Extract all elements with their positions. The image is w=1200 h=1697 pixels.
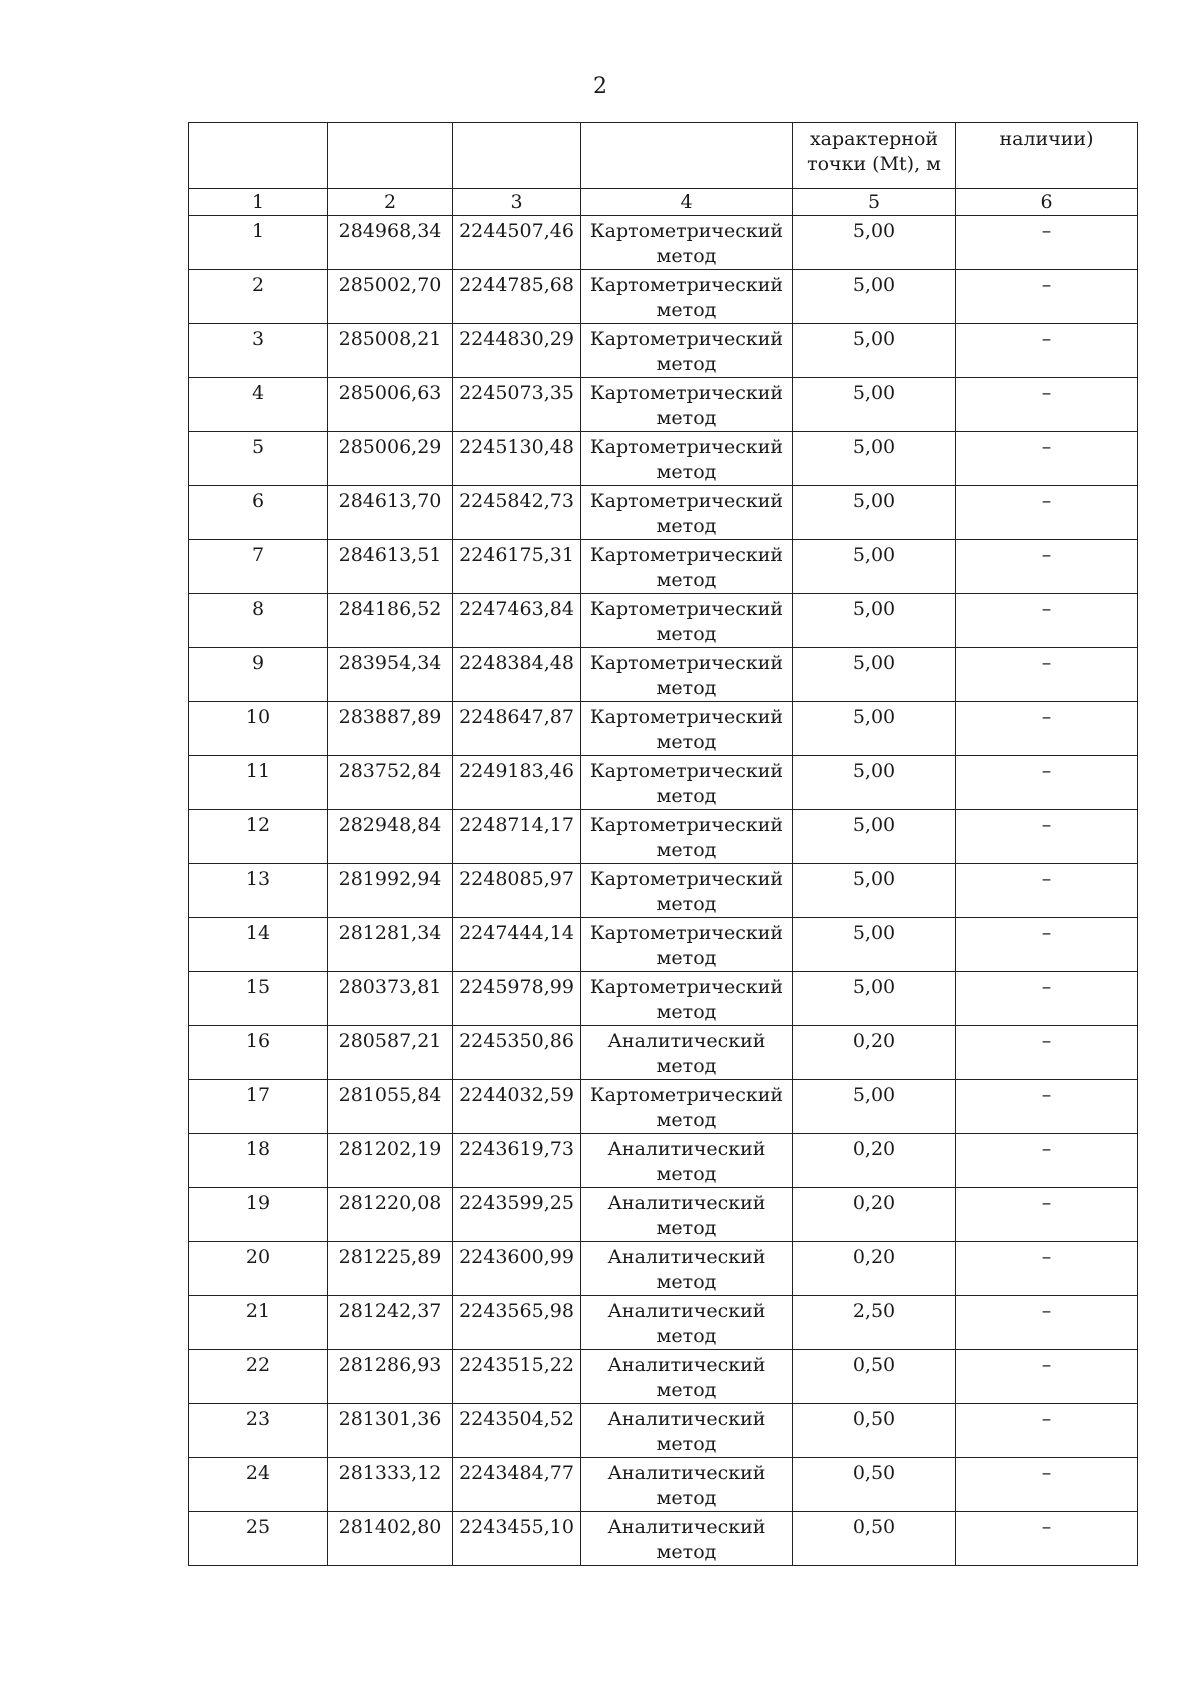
table-row — [189, 1404, 1138, 1458]
y-coordinate-cell: 2244032,59 — [453, 1080, 581, 1134]
note-cell: – — [956, 756, 1138, 810]
point-number-cell: 24 — [189, 1458, 328, 1512]
method-cell: Аналитический метод — [581, 1026, 793, 1080]
method-cell: Аналитический метод — [581, 1134, 793, 1188]
x-coordinate-cell: 280587,21 — [328, 1026, 453, 1080]
column-number-1: 1 — [189, 189, 328, 216]
table-row — [189, 216, 1138, 270]
note-cell: – — [956, 324, 1138, 378]
method-cell: Картометрический метод — [581, 864, 793, 918]
y-coordinate-cell: 2243565,98 — [453, 1296, 581, 1350]
note-cell: – — [956, 540, 1138, 594]
note-cell: – — [956, 1458, 1138, 1512]
note-cell: – — [956, 216, 1138, 270]
precision-cell: 0,20 — [793, 1242, 956, 1296]
x-coordinate-cell: 284186,52 — [328, 594, 453, 648]
note-cell: – — [956, 1242, 1138, 1296]
y-coordinate-cell: 2243515,22 — [453, 1350, 581, 1404]
point-number-cell: 9 — [189, 648, 328, 702]
note-cell: – — [956, 1404, 1138, 1458]
note-cell: – — [956, 1026, 1138, 1080]
y-coordinate-cell: 2243619,73 — [453, 1134, 581, 1188]
x-coordinate-cell: 284613,51 — [328, 540, 453, 594]
note-cell: – — [956, 1512, 1138, 1566]
header-cell-6: наличии) — [956, 123, 1138, 189]
method-cell: Аналитический метод — [581, 1188, 793, 1242]
x-coordinate-cell: 283954,34 — [328, 648, 453, 702]
x-coordinate-cell: 281225,89 — [328, 1242, 453, 1296]
x-coordinate-cell: 281220,08 — [328, 1188, 453, 1242]
point-number-cell: 19 — [189, 1188, 328, 1242]
header-cell-4 — [581, 123, 793, 189]
page-number: 2 — [593, 74, 607, 99]
point-number-cell: 8 — [189, 594, 328, 648]
note-cell: – — [956, 918, 1138, 972]
method-cell: Картометрический метод — [581, 810, 793, 864]
method-cell: Картометрический метод — [581, 1080, 793, 1134]
method-cell: Картометрический метод — [581, 216, 793, 270]
note-cell: – — [956, 1350, 1138, 1404]
precision-cell: 5,00 — [793, 972, 956, 1026]
precision-cell: 0,50 — [793, 1512, 956, 1566]
x-coordinate-cell: 281286,93 — [328, 1350, 453, 1404]
precision-cell: 5,00 — [793, 756, 956, 810]
x-coordinate-cell: 283887,89 — [328, 702, 453, 756]
column-number-2: 2 — [328, 189, 453, 216]
table-row — [189, 1296, 1138, 1350]
y-coordinate-cell: 2247463,84 — [453, 594, 581, 648]
precision-cell: 5,00 — [793, 432, 956, 486]
method-cell: Картометрический метод — [581, 702, 793, 756]
precision-cell: 5,00 — [793, 216, 956, 270]
precision-cell: 0,50 — [793, 1404, 956, 1458]
point-number-cell: 15 — [189, 972, 328, 1026]
table-row — [189, 756, 1138, 810]
method-cell: Картометрический метод — [581, 594, 793, 648]
column-number-6: 6 — [956, 189, 1138, 216]
precision-cell: 0,50 — [793, 1458, 956, 1512]
point-number-cell: 4 — [189, 378, 328, 432]
x-coordinate-cell: 284613,70 — [328, 486, 453, 540]
method-cell: Аналитический метод — [581, 1242, 793, 1296]
table-row — [189, 810, 1138, 864]
table-row — [189, 378, 1138, 432]
note-cell: – — [956, 1296, 1138, 1350]
method-cell: Аналитический метод — [581, 1350, 793, 1404]
precision-cell: 5,00 — [793, 270, 956, 324]
header-continuation-row — [189, 123, 1138, 189]
x-coordinate-cell: 283752,84 — [328, 756, 453, 810]
point-number-cell: 1 — [189, 216, 328, 270]
table-row — [189, 1134, 1138, 1188]
point-number-cell: 3 — [189, 324, 328, 378]
note-cell: – — [956, 270, 1138, 324]
x-coordinate-cell: 280373,81 — [328, 972, 453, 1026]
table-row — [189, 864, 1138, 918]
table-row — [189, 1242, 1138, 1296]
y-coordinate-cell: 2247444,14 — [453, 918, 581, 972]
method-cell: Аналитический метод — [581, 1512, 793, 1566]
table-row — [189, 324, 1138, 378]
column-number-4: 4 — [581, 189, 793, 216]
table-row — [189, 918, 1138, 972]
note-cell: – — [956, 972, 1138, 1026]
header-cell-1 — [189, 123, 328, 189]
x-coordinate-cell: 281242,37 — [328, 1296, 453, 1350]
y-coordinate-cell: 2243599,25 — [453, 1188, 581, 1242]
method-cell: Картометрический метод — [581, 972, 793, 1026]
y-coordinate-cell: 2248384,48 — [453, 648, 581, 702]
note-cell: – — [956, 810, 1138, 864]
x-coordinate-cell: 281281,34 — [328, 918, 453, 972]
point-number-cell: 5 — [189, 432, 328, 486]
note-cell: – — [956, 1188, 1138, 1242]
point-number-cell: 18 — [189, 1134, 328, 1188]
note-cell: – — [956, 864, 1138, 918]
method-cell: Аналитический метод — [581, 1296, 793, 1350]
precision-cell: 5,00 — [793, 810, 956, 864]
x-coordinate-cell: 281055,84 — [328, 1080, 453, 1134]
y-coordinate-cell: 2244507,46 — [453, 216, 581, 270]
table-row — [189, 1512, 1138, 1566]
x-coordinate-cell: 281992,94 — [328, 864, 453, 918]
point-number-cell: 22 — [189, 1350, 328, 1404]
method-cell: Картометрический метод — [581, 324, 793, 378]
point-number-cell: 6 — [189, 486, 328, 540]
coordinates-table — [188, 122, 1138, 1566]
point-number-cell: 11 — [189, 756, 328, 810]
method-cell: Картометрический метод — [581, 648, 793, 702]
point-number-cell: 7 — [189, 540, 328, 594]
y-coordinate-cell: 2245350,86 — [453, 1026, 581, 1080]
method-cell: Картометрический метод — [581, 378, 793, 432]
y-coordinate-cell: 2244830,29 — [453, 324, 581, 378]
table-row — [189, 270, 1138, 324]
x-coordinate-cell: 285006,63 — [328, 378, 453, 432]
note-cell: – — [956, 702, 1138, 756]
precision-cell: 5,00 — [793, 864, 956, 918]
precision-cell: 5,00 — [793, 1080, 956, 1134]
x-coordinate-cell: 282948,84 — [328, 810, 453, 864]
table-row — [189, 594, 1138, 648]
table-row — [189, 432, 1138, 486]
method-cell: Картометрический метод — [581, 270, 793, 324]
method-cell: Картометрический метод — [581, 432, 793, 486]
point-number-cell: 12 — [189, 810, 328, 864]
note-cell: – — [956, 594, 1138, 648]
column-number-5: 5 — [793, 189, 956, 216]
table-row — [189, 648, 1138, 702]
x-coordinate-cell: 281333,12 — [328, 1458, 453, 1512]
method-cell: Картометрический метод — [581, 918, 793, 972]
method-cell: Аналитический метод — [581, 1458, 793, 1512]
precision-cell: 2,50 — [793, 1296, 956, 1350]
precision-cell: 5,00 — [793, 648, 956, 702]
note-cell: – — [956, 378, 1138, 432]
method-cell: Картометрический метод — [581, 756, 793, 810]
point-number-cell: 16 — [189, 1026, 328, 1080]
point-number-cell: 2 — [189, 270, 328, 324]
precision-cell: 0,20 — [793, 1188, 956, 1242]
table-row — [189, 1188, 1138, 1242]
table-row — [189, 702, 1138, 756]
precision-cell: 5,00 — [793, 324, 956, 378]
y-coordinate-cell: 2243600,99 — [453, 1242, 581, 1296]
precision-cell: 5,00 — [793, 378, 956, 432]
y-coordinate-cell: 2245842,73 — [453, 486, 581, 540]
y-coordinate-cell: 2248647,87 — [453, 702, 581, 756]
x-coordinate-cell: 285002,70 — [328, 270, 453, 324]
column-number-3: 3 — [453, 189, 581, 216]
method-cell: Аналитический метод — [581, 1404, 793, 1458]
table-row — [189, 1350, 1138, 1404]
x-coordinate-cell: 284968,34 — [328, 216, 453, 270]
point-number-cell: 14 — [189, 918, 328, 972]
point-number-cell: 10 — [189, 702, 328, 756]
precision-cell: 5,00 — [793, 918, 956, 972]
x-coordinate-cell: 285006,29 — [328, 432, 453, 486]
note-cell: – — [956, 1080, 1138, 1134]
point-number-cell: 13 — [189, 864, 328, 918]
point-number-cell: 23 — [189, 1404, 328, 1458]
header-cell-3 — [453, 123, 581, 189]
y-coordinate-cell: 2245978,99 — [453, 972, 581, 1026]
table-row — [189, 1080, 1138, 1134]
y-coordinate-cell: 2245130,48 — [453, 432, 581, 486]
note-cell: – — [956, 486, 1138, 540]
y-coordinate-cell: 2244785,68 — [453, 270, 581, 324]
y-coordinate-cell: 2243455,10 — [453, 1512, 581, 1566]
column-number-row — [189, 189, 1138, 216]
table-row — [189, 486, 1138, 540]
y-coordinate-cell: 2243484,77 — [453, 1458, 581, 1512]
precision-cell: 5,00 — [793, 540, 956, 594]
y-coordinate-cell: 2243504,52 — [453, 1404, 581, 1458]
x-coordinate-cell: 281301,36 — [328, 1404, 453, 1458]
point-number-cell: 17 — [189, 1080, 328, 1134]
note-cell: – — [956, 1134, 1138, 1188]
note-cell: – — [956, 432, 1138, 486]
table-row — [189, 540, 1138, 594]
header-cell-2 — [328, 123, 453, 189]
table-row — [189, 972, 1138, 1026]
coordinates-table-body — [189, 123, 1138, 1566]
precision-cell: 5,00 — [793, 594, 956, 648]
y-coordinate-cell: 2248085,97 — [453, 864, 581, 918]
x-coordinate-cell: 285008,21 — [328, 324, 453, 378]
y-coordinate-cell: 2246175,31 — [453, 540, 581, 594]
precision-cell: 5,00 — [793, 702, 956, 756]
precision-cell: 0,20 — [793, 1134, 956, 1188]
header-cell-5: характерной точки (Mt), м — [793, 123, 956, 189]
point-number-cell: 20 — [189, 1242, 328, 1296]
y-coordinate-cell: 2245073,35 — [453, 378, 581, 432]
precision-cell: 0,50 — [793, 1350, 956, 1404]
precision-cell: 5,00 — [793, 486, 956, 540]
x-coordinate-cell: 281402,80 — [328, 1512, 453, 1566]
y-coordinate-cell: 2249183,46 — [453, 756, 581, 810]
note-cell: – — [956, 648, 1138, 702]
precision-cell: 0,20 — [793, 1026, 956, 1080]
point-number-cell: 25 — [189, 1512, 328, 1566]
table-row — [189, 1026, 1138, 1080]
y-coordinate-cell: 2248714,17 — [453, 810, 581, 864]
x-coordinate-cell: 281202,19 — [328, 1134, 453, 1188]
table-row — [189, 1458, 1138, 1512]
method-cell: Картометрический метод — [581, 540, 793, 594]
point-number-cell: 21 — [189, 1296, 328, 1350]
method-cell: Картометрический метод — [581, 486, 793, 540]
